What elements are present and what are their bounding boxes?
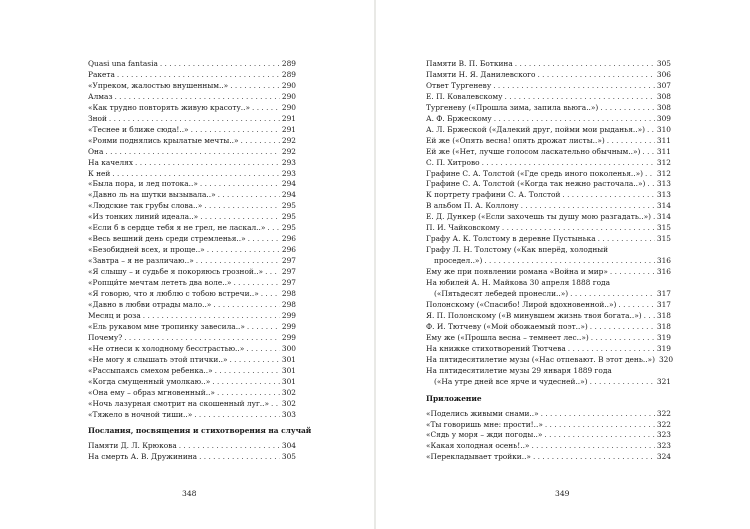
left-toc: [88, 59, 312, 463]
dot-leader: [179, 441, 280, 452]
toc-entry-page: 301: [281, 365, 296, 375]
toc-entry: [88, 256, 296, 267]
toc-entry-title: Е. Д. Дункер («Если захочешь ты душу мою разгадать..»): [426, 212, 652, 222]
dot-leader: [199, 452, 280, 463]
dot-leader: [521, 201, 655, 212]
toc-entry-title: Полонскому («Спасибо! Лирой вдохновенной..»): [426, 299, 617, 309]
toc-entry-title: Е. П. Ковалевскому: [426, 91, 503, 101]
toc-entry-page: 294: [281, 179, 296, 189]
dot-leader: [196, 256, 280, 267]
toc-entry-page: 289: [281, 69, 296, 79]
toc-entry-page: 317: [656, 289, 671, 299]
dot-leader: [217, 388, 280, 399]
toc-entry-title: Почему?: [88, 332, 123, 342]
toc-entry-page: 314: [656, 212, 671, 222]
toc-entry-title-line2: («Пятьдесят лебедей пронесли..»): [434, 289, 569, 299]
toc-entry-page: 304: [281, 441, 296, 451]
dot-leader: [590, 322, 655, 333]
dot-leader: [494, 114, 655, 125]
toc-entry-title: «Перекладывает тройки..»: [426, 452, 531, 462]
toc-entry: [88, 81, 296, 92]
toc-entry: [426, 333, 671, 344]
dot-leader: [261, 289, 280, 300]
toc-entry-title: «Была пора, и лед потока..»: [88, 179, 198, 189]
dot-leader: [124, 333, 280, 344]
toc-entry-page: 296: [281, 245, 296, 255]
toc-entry-title: Ответ Тургеневу: [426, 80, 492, 90]
toc-entry: [426, 267, 671, 278]
toc-entry-title: «Теснее и ближе сюда!..»: [88, 124, 189, 134]
toc-entry-title: Она: [88, 146, 104, 156]
toc-entry-page: 316: [656, 267, 671, 277]
toc-entry-title: Ей же («Опять весна! опять дрожат листы..»): [426, 135, 605, 145]
toc-entry: [88, 245, 296, 256]
toc-entry: [88, 410, 296, 421]
toc-entry: [88, 289, 296, 300]
toc-entry: [88, 201, 296, 212]
toc-entry-title-line2: проседел..»): [434, 256, 483, 266]
toc-entry-page: 295: [281, 212, 296, 222]
toc-entry: [88, 92, 296, 103]
toc-entry-title: «Людские так грубы слова..»: [88, 201, 203, 211]
toc-entry-title: Тургеневу («Прошла зима, запила вьюга..»): [426, 102, 599, 112]
toc-entry-title: «Тяжело в ночной тиши..»: [88, 409, 193, 419]
toc-entry-title: Зной: [88, 113, 107, 123]
left-page-number: 348: [182, 489, 197, 498]
toc-entry: [88, 311, 296, 322]
toc-entry-line2: [426, 377, 671, 388]
toc-entry-title: В альбом П. А. Коллону: [426, 201, 519, 211]
dot-leader: [537, 70, 654, 81]
dot-leader: [610, 267, 655, 278]
toc-entry-title: «Ты говоришь мне: прости!..»: [426, 419, 543, 429]
toc-entry: [426, 125, 671, 136]
toc-entry: [88, 158, 296, 169]
section-heading: Приложение: [426, 393, 482, 403]
toc-entry: [426, 245, 671, 267]
toc-entry-page: 320: [658, 354, 674, 364]
toc-entry-page: 323: [656, 430, 671, 440]
toc-entry-title: «Ель рукавом мне тропинку завесила..»: [88, 321, 245, 331]
toc-entry: [426, 201, 671, 212]
toc-entry: [426, 234, 671, 245]
toc-entry-page: 298: [281, 289, 296, 299]
toc-entry-title: Графине С. А. Толстой («Когда так нежно расточала..»): [426, 179, 646, 189]
toc-entry-page: 293: [281, 168, 296, 178]
toc-entry-page: 312: [656, 168, 671, 178]
toc-entry-page: 290: [281, 102, 296, 112]
dot-leader: [618, 300, 654, 311]
toc-entry: [426, 300, 671, 311]
toc-entry-page: 295: [281, 201, 296, 211]
dot-leader: [248, 234, 280, 245]
dot-leader: [200, 212, 280, 223]
dot-leader: [647, 125, 655, 136]
toc-entry-title: Ей же («Нет, лучше голосом ласкательно обычным..»): [426, 146, 641, 156]
toc-entry: [426, 409, 671, 420]
toc-entry-title-line2: («На утре дней все ярче и чудесней..»): [434, 376, 588, 386]
toc-entry-title: «Как трудно повторять живую красоту..»: [88, 102, 251, 112]
toc-entry-title: «Не отнеси к холодному бесстрастью..»: [88, 343, 245, 353]
toc-entry-title: Графине С. А. Толстой («Где средь иного поколенья..»): [426, 168, 644, 178]
toc-entry-title: «Если б в сердце тебя я не грел, не ласкал..»: [88, 223, 266, 233]
dot-leader: [591, 333, 655, 344]
toc-entry-title: «Не могу я слышать этой птички..»: [88, 354, 228, 364]
toc-entry: [88, 70, 296, 81]
toc-entry-page: 313: [656, 190, 671, 200]
toc-entry-page: 319: [656, 343, 671, 353]
toc-entry: [426, 147, 671, 158]
toc-entry-title: А. Л. Бржеской («Далекий друг, пойми мои рыданья..»): [426, 124, 645, 134]
dot-leader: [241, 136, 280, 147]
toc-entry-page: 321: [656, 376, 671, 386]
dot-leader: [200, 179, 280, 190]
dot-leader: [229, 355, 279, 366]
toc-entry-title: Памяти Д. Л. Крюкова: [88, 441, 177, 451]
toc-entry: [426, 92, 671, 103]
toc-entry: [88, 333, 296, 344]
toc-entry-title: «Из тонких линий идеала..»: [88, 212, 199, 222]
toc-entry: [88, 322, 296, 333]
dot-leader: [267, 223, 280, 234]
toc-entry-title: «Она ему – образ мгновенный..»: [88, 387, 215, 397]
toc-entry-title: «Давно в любви отрады мало..»: [88, 299, 212, 309]
dot-leader: [114, 92, 279, 103]
toc-entry-title: Ф. И. Тютчеву («Мой обожаемый поэт..»): [426, 321, 588, 331]
dot-leader: [484, 256, 655, 267]
toc-entry-title-line1: На пятидесятилетие музы 29 января 1889 года: [426, 365, 612, 375]
toc-entry-page: 315: [656, 223, 671, 233]
toc-entry: [426, 190, 671, 201]
toc-entry-page: 291: [281, 113, 296, 123]
toc-entry-title: Ему же («Прошла весна – темнеет лес..»): [426, 332, 589, 342]
toc-entry-page: 300: [281, 343, 296, 353]
toc-entry: [426, 103, 671, 114]
toc-entry: [88, 366, 296, 377]
toc-entry: [426, 452, 671, 463]
toc-entry-page: 317: [656, 299, 671, 309]
toc-entry-title: К портрету графини С. А. Толстой: [426, 190, 561, 200]
dot-leader: [265, 267, 280, 278]
dot-leader: [215, 366, 280, 377]
toc-entry-title-line1: Графу Л. Н. Толстому («Как вперёд, холодный: [426, 245, 609, 255]
dot-leader: [644, 311, 655, 322]
toc-entry-page: 298: [281, 299, 296, 309]
toc-entry-page: 302: [281, 387, 296, 397]
dot-leader: [246, 344, 280, 355]
toc-entry: [88, 234, 296, 245]
toc-entry-page: 303: [281, 409, 296, 419]
toc-entry-title: На книжке стихотворений Тютчева: [426, 343, 566, 353]
toc-entry-page: 301: [281, 376, 296, 386]
dot-leader: [531, 441, 654, 452]
toc-entry-page: 301: [281, 354, 296, 364]
toc-entry: [426, 420, 671, 431]
dot-leader: [533, 452, 655, 463]
toc-entry: [88, 355, 296, 366]
dot-leader: [541, 409, 655, 420]
toc-entry: [426, 169, 671, 180]
toc-entry-title: «Упреком, жалостью внушенным..»: [88, 80, 229, 90]
toc-entry: [88, 103, 296, 114]
toc-entry-page: 322: [656, 419, 671, 429]
toc-entry: [88, 179, 296, 190]
toc-entry: [426, 311, 671, 322]
toc-entry-page: 313: [656, 179, 671, 189]
toc-entry-page: 297: [281, 278, 296, 288]
right-toc: [426, 59, 674, 463]
toc-entry: [88, 125, 296, 136]
toc-entry-line2: [426, 256, 671, 267]
right-page: [376, 0, 750, 529]
dot-leader: [653, 212, 655, 223]
dot-leader: [112, 169, 280, 180]
toc-entry-page: 291: [281, 124, 296, 134]
toc-entry-page: 290: [281, 80, 296, 90]
dot-leader: [482, 158, 655, 169]
toc-entry-page: 299: [281, 310, 296, 320]
toc-entry: [88, 59, 296, 70]
toc-entry-page: 289: [281, 59, 296, 68]
toc-entry-title: П. И. Чайковскому: [426, 223, 500, 233]
toc-entry: [88, 441, 296, 452]
toc-entry: [88, 344, 296, 355]
toc-entry: [88, 267, 296, 278]
dot-leader: [493, 81, 655, 92]
section-heading: Послания, посвящения и стихотворения на случай: [88, 426, 312, 436]
toc-entry-page: 312: [656, 157, 671, 167]
toc-entry-page: 323: [656, 441, 671, 451]
dot-leader: [105, 147, 279, 158]
toc-entry-page: 305: [281, 452, 296, 462]
dot-leader: [570, 289, 655, 300]
dot-leader: [544, 430, 654, 441]
toc-entry: [426, 322, 671, 333]
toc-entry-page: 296: [281, 234, 296, 244]
toc-entry: [426, 354, 674, 366]
dot-leader: [213, 300, 280, 311]
toc-entry-title: «Ропщи́те мечтам лететь два воле..»: [88, 278, 232, 288]
toc-entry-title: Памяти Н. Я. Данилевского: [426, 69, 536, 79]
toc-entry-page: 309: [656, 113, 671, 123]
toc-entry-title: «Безобидней всех, и проще..»: [88, 245, 205, 255]
dot-leader: [252, 103, 280, 114]
dot-leader: [598, 234, 655, 245]
toc-entry-title: «Завтра – я не различаю..»: [88, 256, 194, 266]
dot-leader: [562, 190, 654, 201]
toc-entry-title: На качелях: [88, 157, 134, 167]
toc-entry-title: Месяц и роза: [88, 310, 141, 320]
toc-entry-title: Алмаз: [88, 91, 113, 101]
toc-entry-title: «Роями поднялись крылатые мечты..»: [88, 135, 239, 145]
toc-entry-title: А. Ф. Бржескому: [426, 113, 492, 123]
toc-entry-title: «Какая холодная осень!..»: [426, 441, 530, 451]
toc-entry-title: «Поделись живыми снами..»: [426, 408, 539, 418]
toc-entry-page: 310: [656, 124, 671, 134]
toc-entry: [88, 223, 296, 234]
toc-entry-page: 306: [656, 69, 671, 79]
toc-entry: [426, 278, 671, 300]
dot-leader: [642, 147, 655, 158]
toc-entry-title: Ему же при появлении романа «Война и мир»: [426, 267, 608, 277]
left-page: [0, 0, 374, 529]
toc-entry-page: 293: [281, 157, 296, 167]
toc-entry: [426, 158, 671, 169]
right-page-number: 349: [555, 489, 570, 498]
toc-entry: [426, 59, 671, 70]
toc-entry-page: 316: [656, 256, 671, 266]
dot-leader: [109, 114, 280, 125]
toc-entry: [426, 114, 671, 125]
toc-entry-page: 308: [656, 91, 671, 101]
toc-entry: [88, 147, 296, 158]
dot-leader: [207, 245, 280, 256]
toc-entry-title: Я. П. Полонскому («В минувшем жизнь твоя богата..»): [426, 310, 642, 320]
toc-entry-title-line1: На юбилей А. Н. Майкова 30 апреля 1888 года: [426, 278, 611, 288]
dot-leader: [135, 158, 280, 169]
dot-leader: [545, 420, 655, 431]
toc-entry-title: Quasi una fantasia: [88, 59, 158, 68]
toc-entry: [88, 388, 296, 399]
dot-leader: [247, 322, 280, 333]
toc-entry: [426, 223, 671, 234]
dot-leader: [230, 81, 280, 92]
dot-leader: [505, 92, 655, 103]
toc-entry-page: 295: [281, 223, 296, 233]
toc-entry-page: 311: [656, 146, 671, 156]
toc-entry: [88, 300, 296, 311]
toc-entry-page: 302: [281, 398, 296, 408]
toc-entry-page: 299: [281, 321, 296, 331]
toc-entry: [426, 212, 671, 223]
toc-entry-title: «Весь вешний день среди стремленья..»: [88, 234, 246, 244]
dot-leader: [645, 169, 655, 180]
toc-entry-title: «Я говорю, что я люблю с тобою встречи..»: [88, 289, 259, 299]
toc-entry: [88, 114, 296, 125]
toc-entry: [88, 169, 296, 180]
toc-entry-page: 292: [281, 146, 296, 156]
toc-entry-page: 294: [281, 190, 296, 200]
toc-entry-title: Ракета: [88, 69, 115, 79]
toc-entry-page: 315: [656, 234, 671, 244]
toc-entry-title: «Я слышу – и судьбе я покоряюсь грозной..»: [88, 267, 264, 277]
toc-entry-title: На смерть А. В. Дружинина: [88, 452, 198, 462]
toc-entry: [88, 278, 296, 289]
toc-entry-page: 305: [656, 59, 671, 68]
toc-entry-page: 297: [281, 256, 296, 266]
toc-entry: [88, 377, 296, 388]
toc-entry-page: 322: [656, 408, 671, 418]
toc-entry-page: 307: [656, 80, 671, 90]
dot-leader: [117, 70, 280, 81]
toc-entry-title: «Когда смущенный умолкаю..»: [88, 376, 211, 386]
toc-entry: [426, 344, 671, 355]
dot-leader: [218, 190, 280, 201]
toc-entry-page: 318: [656, 310, 671, 320]
toc-entry-title: Графу А. К. Толстому в деревне Пустынька: [426, 234, 596, 244]
dot-leader: [160, 59, 280, 70]
toc-entry-title: «Ночь лазурная смотрит на скошенный луг..»: [88, 398, 270, 408]
toc-entry-title: «Сядь у моря – жди погоды..»: [426, 430, 543, 440]
dot-leader: [600, 103, 655, 114]
dot-leader: [271, 399, 280, 410]
dot-leader: [233, 278, 279, 289]
toc-entry: [426, 179, 671, 190]
toc-entry: [88, 212, 296, 223]
toc-entry-page: 299: [281, 332, 296, 342]
toc-entry: [426, 70, 671, 81]
toc-entry-title: «Давно ль на шутки вызывала..»: [88, 190, 216, 200]
toc-entry: [88, 136, 296, 147]
toc-entry: [426, 136, 671, 147]
toc-entry-page: 314: [656, 201, 671, 211]
dot-leader: [191, 125, 280, 136]
toc-entry-title: Памяти В. П. Боткина: [426, 59, 513, 68]
toc-entry-title: К ней: [88, 168, 111, 178]
toc-entry-page: 292: [281, 135, 296, 145]
dot-leader: [204, 201, 280, 212]
dot-leader: [568, 344, 655, 355]
toc-entry-title: «Рассыпаясь смехом ребенка..»: [88, 365, 213, 375]
toc-entry: [426, 441, 671, 452]
toc-entry: [426, 430, 671, 441]
dot-leader: [607, 136, 655, 147]
dot-leader: [502, 223, 655, 234]
toc-entry-page: 311: [656, 135, 671, 145]
toc-entry-page: 318: [656, 321, 671, 331]
dot-leader: [212, 377, 280, 388]
toc-entry: [426, 366, 671, 388]
toc-entry-page: 319: [656, 332, 671, 342]
toc-entry-page: 297: [281, 267, 296, 277]
toc-entry: [88, 452, 296, 463]
toc-entry-page: 308: [656, 102, 671, 112]
toc-entry-title: На пятидесятилетие музы («Нас отпевают. В этот день..»): [426, 354, 655, 364]
toc-entry-page: 290: [281, 91, 296, 101]
toc-entry: [88, 190, 296, 201]
dot-leader: [194, 410, 280, 421]
toc-entry: [88, 399, 296, 410]
dot-leader: [515, 59, 655, 70]
dot-leader: [647, 179, 654, 190]
toc-entry-page: 324: [656, 452, 671, 462]
dot-leader: [143, 311, 280, 322]
toc-entry: [426, 81, 671, 92]
toc-entry-title: С. П. Хитрово: [426, 157, 480, 167]
toc-entry-line2: [426, 289, 671, 300]
dot-leader: [590, 377, 655, 388]
